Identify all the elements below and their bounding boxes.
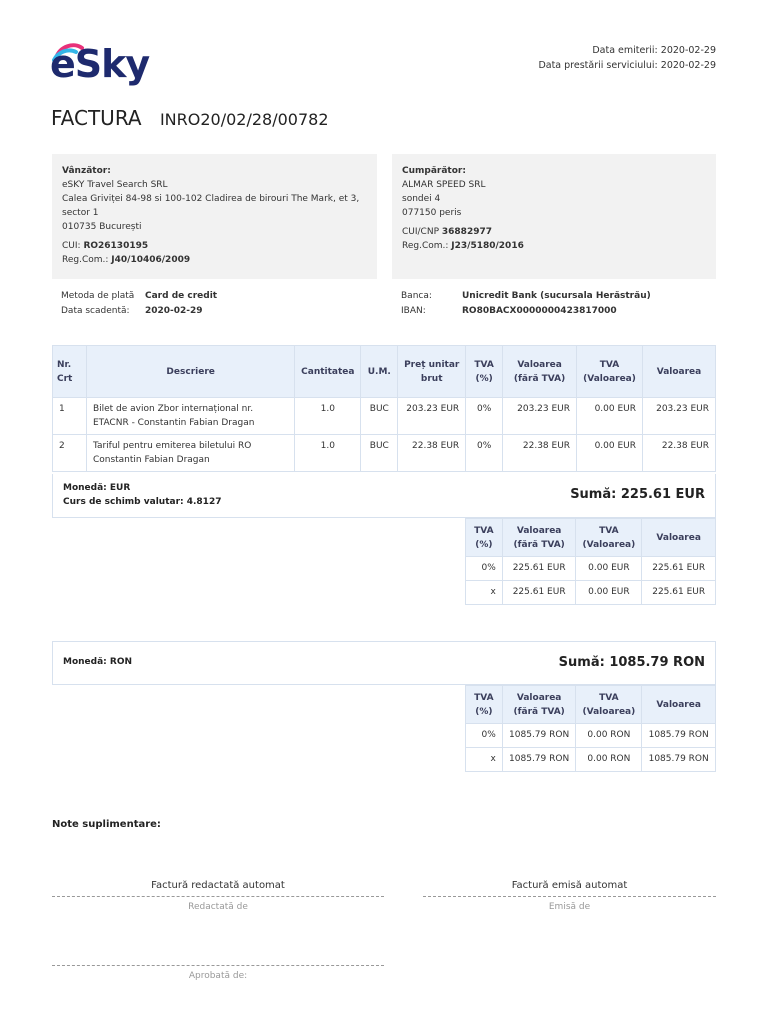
col-vat-value: TVA (Valoarea) (576, 519, 642, 557)
cell-unit: BUC (361, 435, 398, 472)
ron-vat-table (465, 685, 716, 772)
buyer-address: sondei 4 (402, 194, 441, 204)
cell-net: 225.61 EUR (502, 581, 576, 605)
col-nr: Nr. Crt (53, 346, 87, 398)
cell-vat: 0% (466, 435, 503, 472)
seller-name: eSKY Travel Search SRL (62, 180, 168, 190)
seller-address: sector 1 (62, 208, 99, 218)
ron-summary-box (52, 641, 716, 685)
seller-address: 010735 București (62, 222, 142, 232)
bank-name: Unicredit Bank (sucursala Herăstrău) (462, 291, 651, 301)
drafted-signature (52, 880, 384, 912)
exchange-rate: Curs de schimb valutar: 4.8127 (63, 496, 222, 507)
invoice-dates (538, 43, 716, 73)
payment-info (61, 289, 217, 318)
buyer-box (392, 154, 716, 279)
table-header-row (53, 346, 716, 398)
invoice-number: INRO20/02/28/00782 (159, 110, 329, 129)
iban-label: IBAN: (401, 305, 426, 316)
cell-vat: 0% (466, 398, 503, 435)
col-unit: U.M. (361, 346, 398, 398)
col-vat-value: TVA (Valoarea) (576, 686, 642, 724)
invoice-label: FACTURA (51, 106, 142, 130)
eur-vat-table (465, 518, 716, 605)
currency-ron: Monedă: RON (63, 657, 133, 667)
col-description: Descriere (86, 346, 294, 398)
col-vat: TVA (%) (466, 686, 503, 724)
col-vat-value: TVA (Valoarea) (577, 346, 643, 398)
logo-text: eSky (50, 42, 150, 86)
col-vat: TVA (%) (466, 346, 503, 398)
cell-net: 1085.79 RON (502, 748, 576, 772)
table-header-row (466, 519, 716, 557)
seller-reg: Reg.Com.: J40/10406/2009 (62, 255, 191, 265)
items-table (52, 345, 716, 472)
payment-method: Card de credit (145, 291, 218, 301)
cell-total: 1085.79 RON (642, 724, 716, 748)
seller-cui: CUI: RO26130195 (62, 241, 149, 251)
esky-logo (50, 40, 155, 88)
bank-info (401, 289, 651, 318)
col-price: Preț unitar brut (398, 346, 466, 398)
currency-eur: Monedă: EUR (63, 483, 131, 493)
iban: RO80BACX0000000423817000 (462, 305, 617, 316)
buyer-reg: Reg.Com.: J23/5180/2016 (402, 241, 524, 251)
drafted-auto-text: Factură redactată automat (151, 880, 285, 891)
col-vat: TVA (%) (466, 519, 503, 557)
buyer-address: 077150 peris (402, 208, 462, 218)
payment-method-label: Metoda de plată (61, 291, 135, 301)
cell-net: 225.61 EUR (502, 557, 576, 581)
issued-by-label: Emisă de (548, 902, 591, 912)
cell-nr: 2 (53, 435, 87, 472)
cell-nr: 1 (53, 398, 87, 435)
col-net: Valoarea (fără TVA) (503, 346, 577, 398)
sum-ron: Sumă: 1085.79 RON (558, 655, 705, 670)
cell-price: 203.23 EUR (398, 398, 466, 435)
approved-by-label: Aprobată de: (188, 971, 248, 981)
table-header-row (466, 686, 716, 724)
col-net: Valoarea (fără TVA) (502, 519, 576, 557)
invoice-title (51, 106, 329, 130)
col-total: Valoarea (643, 346, 716, 398)
col-quantity: Cantitatea (295, 346, 361, 398)
cell-vat: x (466, 748, 503, 772)
seller-box (52, 154, 377, 279)
due-date: 2020-02-29 (145, 305, 203, 316)
cell-unit: BUC (361, 398, 398, 435)
cell-vat-value: 0.00 EUR (577, 435, 643, 472)
buyer-heading: Cumpărător: (402, 166, 466, 176)
cell-vat-value: 0.00 EUR (576, 581, 642, 605)
cell-net: 1085.79 RON (502, 724, 576, 748)
cell-vat: 0% (466, 557, 503, 581)
col-total: Valoarea (642, 686, 716, 724)
seller-address: Calea Griviței 84-98 si 100-102 Cladirea de birouri The Mark, et 3, (62, 194, 360, 204)
table-row (466, 581, 716, 605)
cell-vat: 0% (466, 724, 503, 748)
table-row (53, 398, 716, 435)
notes-heading: Note suplimentare: (52, 819, 161, 830)
cell-vat-value: 0.00 RON (576, 724, 642, 748)
approved-signature (52, 960, 384, 981)
col-net: Valoarea (fără TVA) (502, 686, 576, 724)
cell-vat-value: 0.00 RON (576, 748, 642, 772)
cell-price: 22.38 EUR (398, 435, 466, 472)
cell-vat-value: 0.00 EUR (576, 557, 642, 581)
buyer-name: ALMAR SPEED SRL (402, 180, 486, 190)
cell-total: 1085.79 RON (642, 748, 716, 772)
cell-quantity: 1.0 (295, 398, 361, 435)
cell-vat-value: 0.00 EUR (577, 398, 643, 435)
cell-total: 203.23 EUR (643, 398, 716, 435)
cell-description: Bilet de avion Zbor internațional nr. ETACNR - Constantin Fabian Dragan (86, 398, 294, 435)
col-total: Valoarea (642, 519, 716, 557)
table-row (53, 435, 716, 472)
cell-total: 22.38 EUR (643, 435, 716, 472)
cell-net: 22.38 EUR (503, 435, 577, 472)
sum-eur: Sumă: 225.61 EUR (570, 487, 705, 502)
drafted-by-label: Redactată de (188, 902, 248, 912)
cell-net: 203.23 EUR (503, 398, 577, 435)
issued-auto-text: Factură emisă automat (511, 880, 628, 891)
table-row (466, 724, 716, 748)
eur-summary-box (52, 474, 716, 518)
service-date: Data prestării serviciului: 2020-02-29 (538, 60, 716, 71)
cell-total: 225.61 EUR (642, 557, 716, 581)
issue-date: Data emiterii: 2020-02-29 (592, 45, 716, 56)
due-date-label: Data scadentă: (61, 305, 130, 316)
cell-quantity: 1.0 (295, 435, 361, 472)
buyer-cui: CUI/CNP 36882977 (402, 227, 492, 237)
cell-vat: x (466, 581, 503, 605)
bank-label: Banca: (401, 291, 432, 301)
table-row (466, 748, 716, 772)
cell-total: 225.61 EUR (642, 581, 716, 605)
table-row (466, 557, 716, 581)
cell-description: Tariful pentru emiterea biletului RO Constantin Fabian Dragan (86, 435, 294, 472)
issued-signature (423, 880, 716, 912)
seller-heading: Vânzător: (62, 166, 111, 176)
